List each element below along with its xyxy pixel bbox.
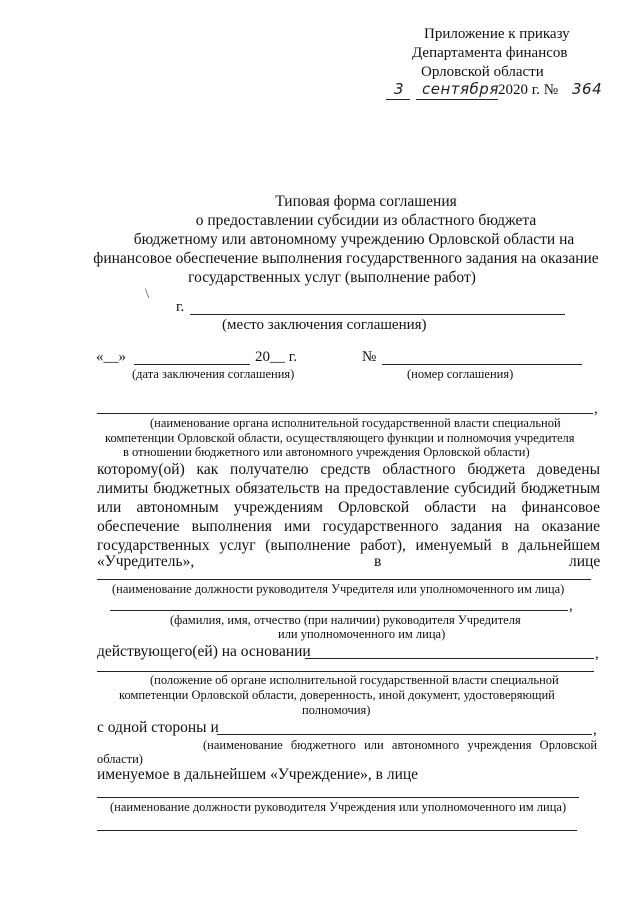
order-date-row [386, 82, 606, 104]
handwritten-month: сентября [422, 80, 499, 98]
acting-basis-line[interactable] [305, 658, 594, 659]
institution-position-caption: (наименование должности руководителя Учреждения или уполномоченного им лица) [110, 800, 567, 814]
title-line-5: государственных услуг (выполнение работ) [188, 269, 476, 286]
number-caption: (номер соглашения) [407, 367, 514, 381]
acting-basis-label: действующего(ей) на основании [97, 643, 311, 660]
founder-caption-1: (наименование органа исполнительной государственной власти специальной [150, 416, 561, 430]
paragraph-line-1: которому(ой) как получателю средств областного бюджета доведены [97, 461, 601, 478]
paragraph-line-6-person: лице [569, 553, 601, 570]
paragraph-line-6-in: в [374, 553, 382, 570]
order-date-suffix: 2020 г. № [498, 82, 559, 98]
comma: , [593, 722, 597, 738]
place-prefix: г. [176, 299, 185, 315]
comma: , [594, 401, 598, 417]
comma: , [595, 646, 599, 662]
number-sign: № [362, 349, 377, 365]
year-field[interactable]: 20__ г. [255, 349, 297, 365]
institution-name-line[interactable] [217, 734, 592, 735]
place-line[interactable] [190, 314, 565, 315]
header-line-3: Орловской области [421, 64, 544, 80]
title-line-3: бюджетному или автономному учреждению Орловской области на [133, 231, 575, 248]
basis-caption-1: (положение об органе исполнительной государственной власти специальной [150, 673, 559, 687]
founder-fio-caption-1: (фамилия, имя, отчество (при наличии) руководителя Учредителя [170, 613, 521, 627]
paragraph-line-6-founder: «Учредитель», [97, 553, 195, 570]
founder-name-line[interactable] [97, 413, 593, 414]
title-line-2: о предоставлении субсидии из областного бюджета [195, 212, 537, 229]
paragraph-line-2: лимиты бюджетных обязательств на предоставление субсидий бюджетным [97, 480, 601, 497]
basis-caption-3: полномочия) [302, 703, 371, 717]
day-field[interactable]: «__» [96, 349, 126, 365]
paragraph-line-4: обеспечение выполнения ими государственного задания на оказание [97, 518, 601, 535]
paragraph-line-5: государственных услуг (выполнение работ), именуемый в дальнейшем [97, 537, 601, 554]
institution-named-label: именуемое в дальнейшем «Учреждение», в лице [97, 766, 419, 783]
founder-caption-3: в отношении бюджетного или автономного учреждения Орловской области) [123, 445, 530, 459]
date-caption: (дата заключения соглашения) [132, 367, 295, 381]
title-line-4: финансовое обеспечение выполнения государственного задания на оказание [93, 250, 599, 267]
institution-position-line[interactable] [97, 797, 579, 798]
title-line-1: Типовая форма соглашения [275, 193, 457, 210]
comma: , [569, 598, 573, 614]
place-caption: (место заключения соглашения) [222, 317, 427, 333]
founder-caption-2: компетенции Орловской области, осуществляющего функции и полномочия учредителя [105, 431, 575, 445]
one-side-label: с одной стороны и [97, 719, 219, 736]
stray-mark: \ [145, 286, 150, 302]
acting-basis-line-2[interactable] [97, 671, 594, 672]
handwritten-day: 3 [394, 80, 405, 98]
basis-caption-2: компетенции Орловской области, доверенность, иной документ, удостоверяющий [119, 688, 555, 702]
handwritten-number: 364 [572, 80, 603, 98]
institution-caption-2: области) [97, 752, 143, 766]
number-line[interactable] [382, 364, 582, 365]
header-line-1: Приложение к приказу [424, 26, 570, 42]
header-line-2: Департамента финансов [412, 45, 568, 61]
paragraph-line-3: или автономным учреждениям Орловской области на финансовое [97, 499, 600, 516]
founder-fio-line[interactable] [110, 610, 568, 611]
institution-fio-line[interactable] [97, 830, 577, 831]
institution-caption-1: (наименование бюджетного или автономного учреждения Орловской [203, 738, 598, 752]
founder-position-caption: (наименование должности руководителя Учредителя или уполномоченного им лица) [112, 582, 565, 596]
founder-position-line[interactable] [97, 579, 591, 580]
founder-fio-caption-2: или уполномоченного им лица) [278, 627, 446, 641]
month-line[interactable] [134, 364, 250, 365]
